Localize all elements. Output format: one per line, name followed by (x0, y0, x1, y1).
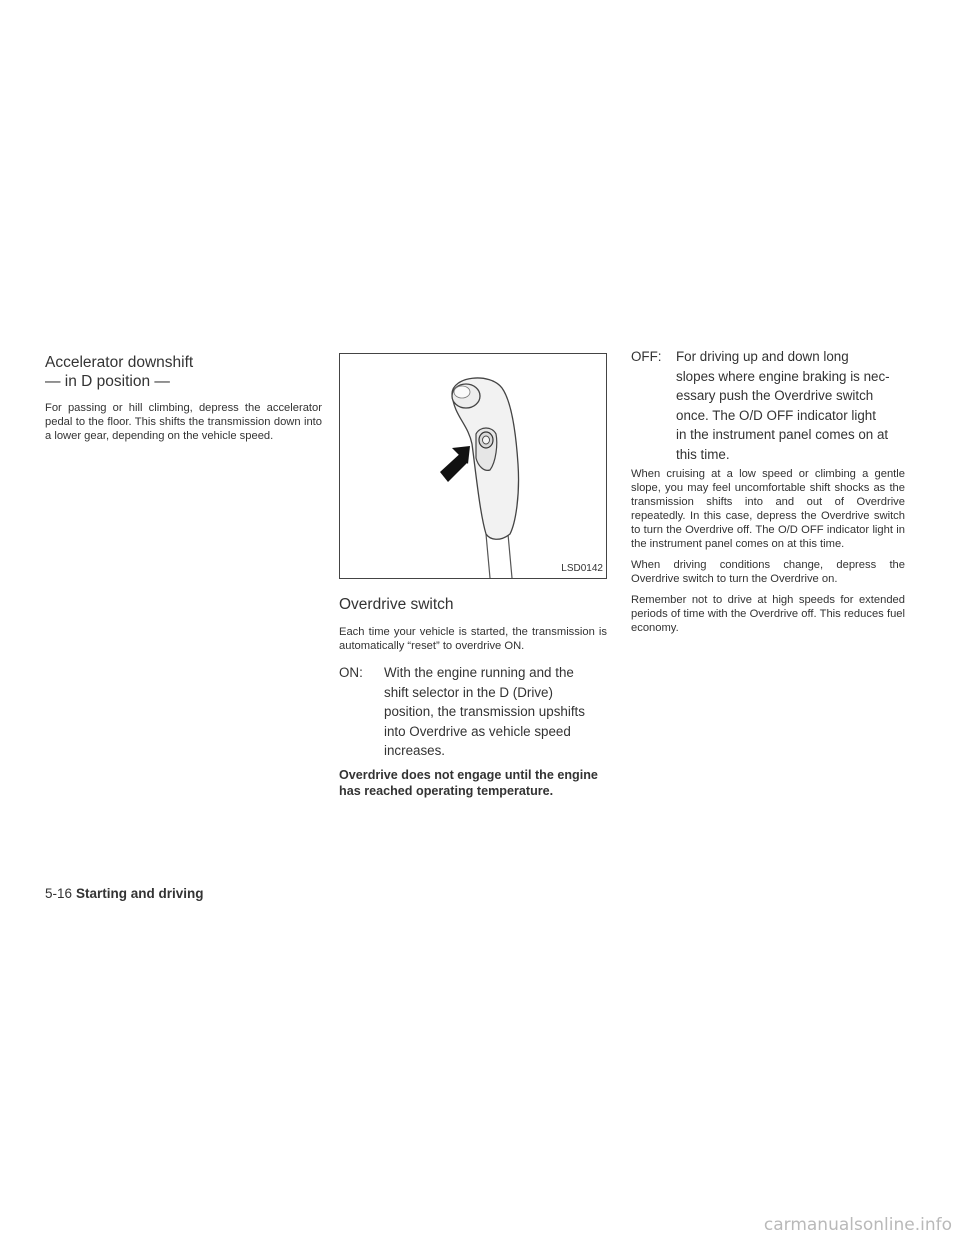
accelerator-section (45, 353, 322, 443)
page-number: 5-16 (45, 886, 73, 901)
off-section (631, 349, 905, 635)
overdrive-heading: Overdrive switch (339, 596, 454, 613)
section-title: Starting and driving (76, 886, 204, 901)
arrow-pointer-icon (440, 446, 470, 482)
overdrive-warning: Overdrive does not engage until the engine has reached operating temperature. (339, 767, 598, 798)
accelerator-body: For passing or hill climbing, depress the accelerator pedal to the floor. This shifts the transmission down into a lower gear, depending on the vehicle speed. (45, 402, 322, 442)
on-description: With the engine running and the shift selector in the D (Drive) position, the transmission upshifts into Overdrive as vehicle speed increases. (384, 665, 585, 758)
shift-selector-figure (339, 353, 607, 579)
overdrive-section (339, 353, 607, 799)
watermark: carmanualsonline.info (763, 1215, 952, 1235)
overdrive-intro: Each time your vehicle is started, the transmission is automatically “reset” to overdrive ON. (339, 626, 607, 652)
off-paragraph-2: When driving conditions change, depress the Overdrive switch to turn the Overdrive on. (631, 559, 905, 585)
off-paragraph-3: Remember not to drive at high speeds for extended periods of time with the Overdrive off. This reduces fuel economy. (631, 594, 905, 634)
accelerator-heading: Accelerator downshift — in D position — (45, 354, 194, 390)
shift-selector-knob-icon (340, 354, 606, 578)
off-description: For driving up and down long slopes where engine braking is nec- essary push the Overdrive switch once. The O/D OFF indicator light in the instrument panel comes on at this time. (676, 349, 890, 462)
on-definition (339, 663, 607, 761)
page-footer (45, 886, 204, 902)
figure-code: LSD0142 (561, 563, 603, 574)
off-definition (631, 347, 905, 464)
off-paragraph-1: When cruising at a low speed or climbing a gentle slope, you may feel uncomfortable shift shocks as the transmission shifts into and out of Overdrive repeatedly. In this case, depress the Overdrive switch to turn the Overdrive off. The O/D OFF indicator light in the instrument panel comes on at this time. (631, 468, 905, 550)
on-term: ON: (339, 665, 363, 680)
off-term: OFF: (631, 349, 662, 364)
